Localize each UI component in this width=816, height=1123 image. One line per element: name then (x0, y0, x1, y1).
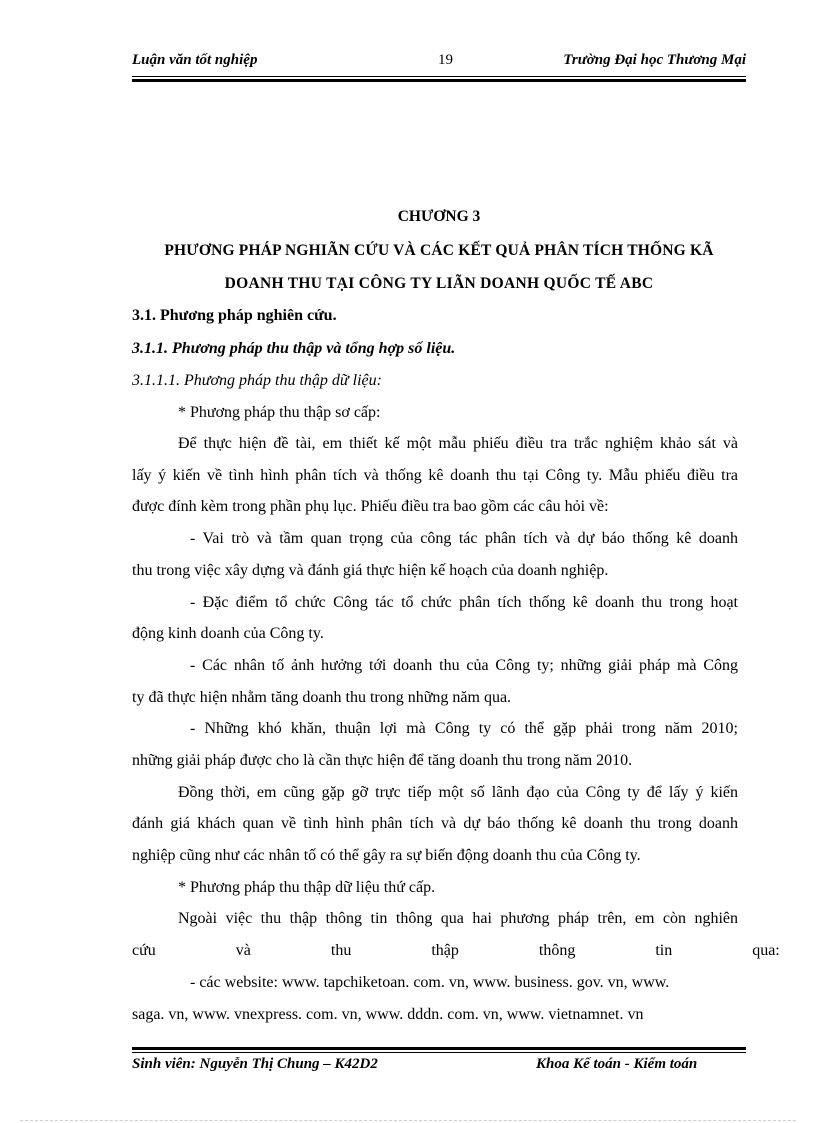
page-header (132, 52, 746, 74)
footer-rule-thin (132, 1052, 746, 1053)
paragraph-text: Ngoài việc thu thập thông tin thông qua hai phương pháp trên, em còn nghiên (178, 910, 738, 927)
footer-faculty: Khoa Kế toán - Kiểm toán (536, 1056, 698, 1072)
section-heading-3-1-1: 3.1.1. Phương pháp thu thập và tổng hợp số liệu. (132, 340, 456, 357)
section-heading-3-1: 3.1. Phương pháp nghiên cứu. (132, 307, 337, 324)
list-item-continuation: ty đã thực hiện nhằm tăng doanh thu trong những năm qua. (132, 689, 512, 706)
header-thesis-label: Luận văn tốt nghiệp (132, 52, 258, 68)
chapter-title-line2: DOANH THU TẠI CÔNG TY LIÃN DOANH QUỐC TẾ ABC (224, 275, 654, 292)
footer-rule-thick (132, 1047, 746, 1050)
paragraph-text: lấy ý kiến về tình hình phân tích và thống kê doanh thu tại Công ty. Mẫu phiếu điều tra (132, 467, 738, 484)
page-break-line (20, 1120, 796, 1121)
list-item: - Các nhân tố ảnh hưởng tới doanh thu của Công ty; những giải pháp mà Công (190, 657, 738, 674)
paragraph-secondary-method: * Phương pháp thu thập dữ liệu thứ cấp. (178, 879, 436, 896)
website-list-continuation: saga. vn, www. vnexpress. com. vn, www. dddn. com. vn, www. vietnamnet. vn (132, 1006, 644, 1023)
paragraph-text: Để thực hiện đề tài, em thiết kế một mẫu phiếu điều tra trắc nghiệm khảo sát và (178, 435, 738, 452)
paragraph-text: Đồng thời, em cũng gặp gỡ trực tiếp một số lãnh đạo của Công ty để lấy ý kiến (178, 784, 738, 801)
website-list: - các website: www. tapchiketoan. com. vn, www. business. gov. vn, www. (190, 974, 670, 991)
chapter-title-line1: PHƯƠNG PHÁP NGHIÃN CỨU VÀ CÁC KẾT QUẢ PHÂN TÍCH THỐNG KÃ (164, 242, 714, 259)
list-item-continuation: động kinh doanh của Công ty. (132, 625, 324, 642)
list-item-continuation: thu trong việc xây dựng và đánh giá thực hiện kế hoạch của doanh nghiệp. (132, 562, 609, 579)
chapter-number: CHƯƠNG 3 (397, 208, 481, 225)
header-rule-thin (132, 76, 746, 77)
footer-student: Sinh viên: Nguyễn Thị Chung – K42D2 (132, 1056, 378, 1072)
list-item-continuation: những giải pháp được cho là cần thực hiện để tăng doanh thu trong năm 2010. (132, 752, 633, 769)
paragraph-primary-method: * Phương pháp thu thập sơ cấp: (178, 404, 381, 421)
page-number: 19 (438, 52, 453, 68)
paragraph-text: được đính kèm trong phần phụ lục. Phiếu điều tra bao gồm các câu hỏi về: (132, 498, 609, 515)
header-rule-thick (132, 79, 746, 82)
paragraph-text: nghiệp cũng như các nhân tố có thể gây ra sự biến động doanh thu của Công ty. (132, 847, 641, 864)
header-university: Trường Đại học Thương Mại (563, 52, 746, 68)
page-footer (132, 1056, 746, 1078)
list-item: - Đặc điểm tổ chức Công tác tổ chức phân tích thống kê doanh thu trong hoạt (190, 594, 738, 611)
paragraph-text: đánh giá khách quan về tình hình phân tích và dự báo thống kê doanh thu trong doanh (132, 815, 738, 832)
list-item: - Vai trò và tầm quan trọng của công tác phân tích và dự báo thống kê doanh (190, 530, 738, 547)
section-heading-3-1-1-1: 3.1.1.1. Phương pháp thu thập dữ liệu: (132, 372, 382, 389)
list-item: - Những khó khăn, thuận lợi mà Công ty có thể gặp phải trong năm 2010; (190, 720, 738, 737)
paragraph-text: cứu và thu thập thông tin qua: (132, 942, 780, 959)
